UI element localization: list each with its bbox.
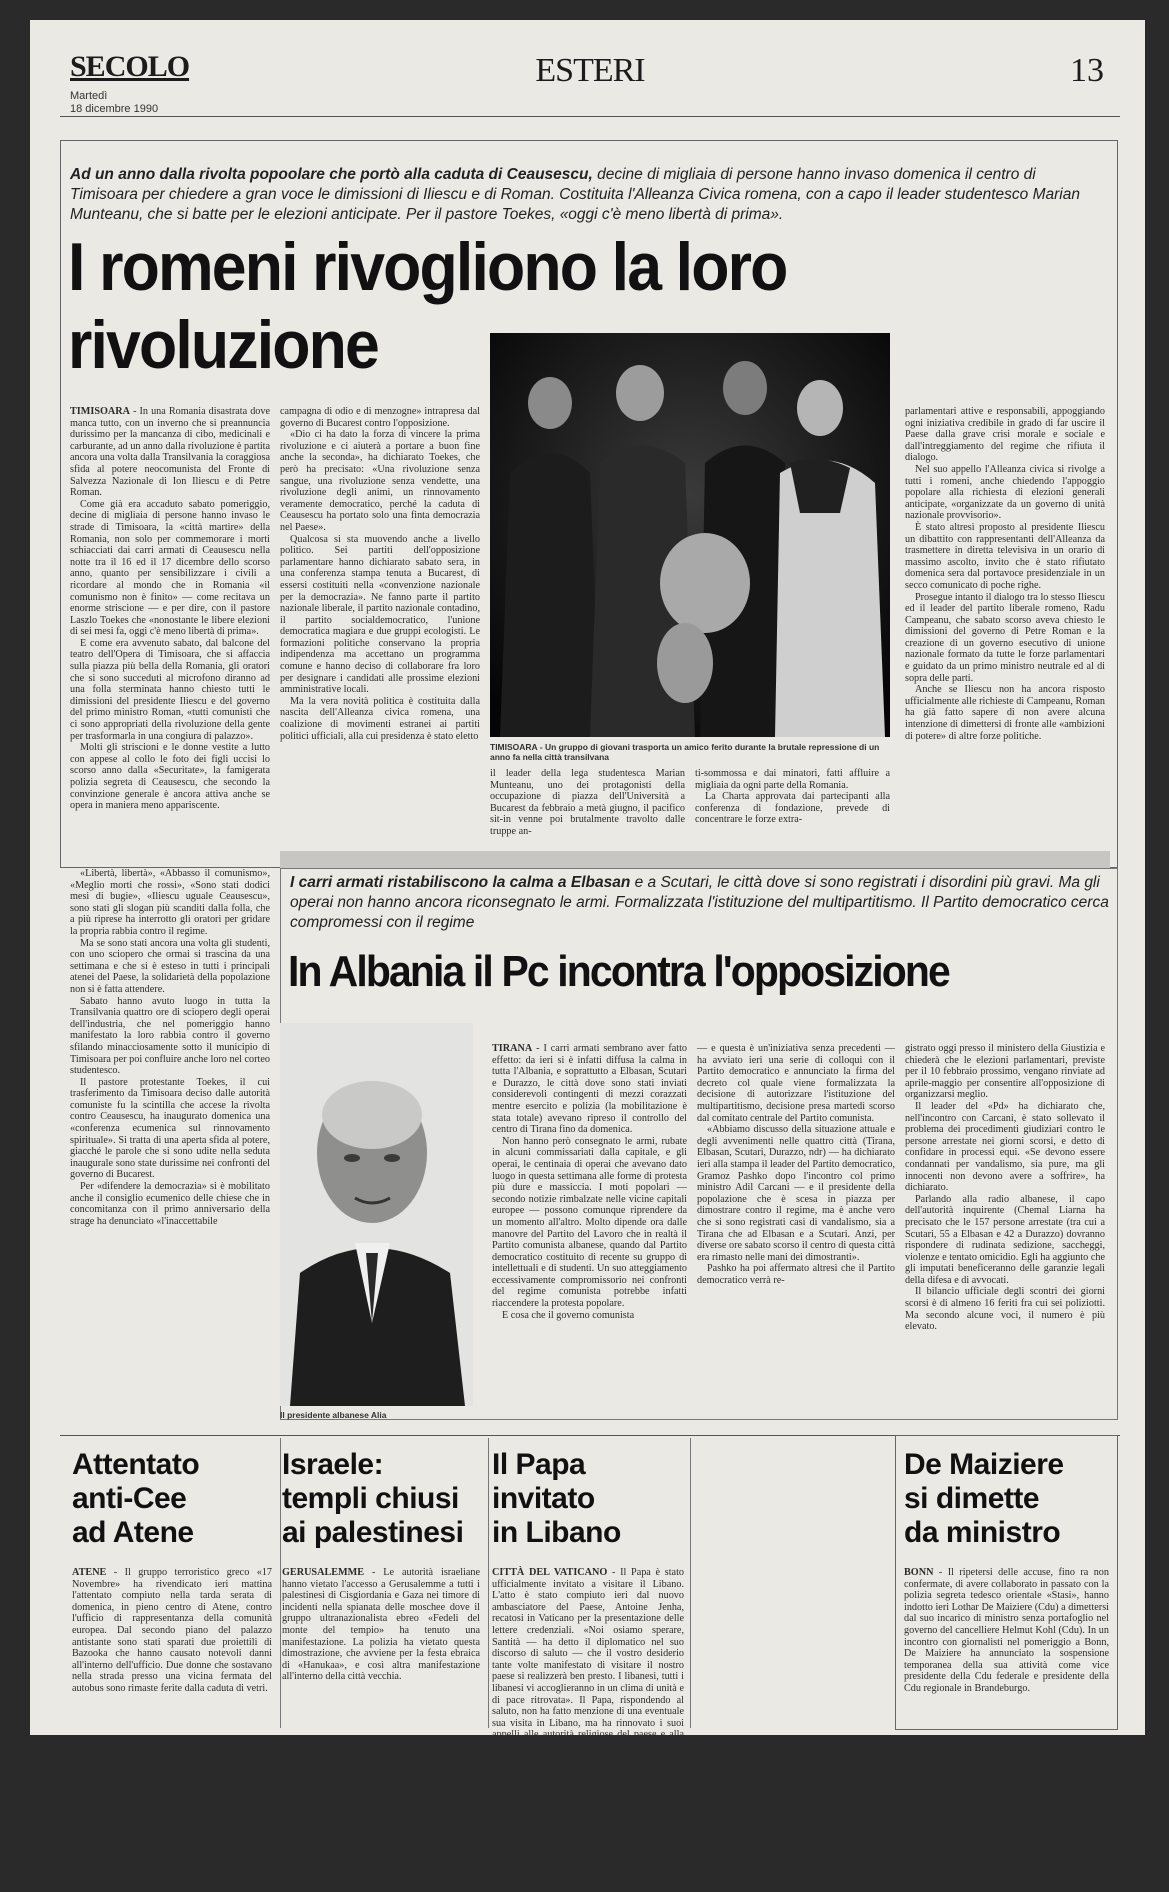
paragraph: Per «difendere la democrazia» si è mobilitato anche il consiglio ecumenico delle chiese che in concomitanza con il primo anniversario della strage ha denunciato «l'inaccettabile: [70, 1181, 270, 1227]
story2-column-1: [492, 1043, 687, 1423]
paragraph: parlamentari attive e responsabili, appoggiando ogni iniziativa credibile in grado di far uscire il Paese dalla grave crisi morale e sociale e dall'intreggiamento del regime che rifiuta il dialogo.: [905, 406, 1105, 464]
brief4-headline: [904, 1448, 1114, 1550]
story1-column-1-cont: [70, 868, 270, 1418]
headline-line: ai palestinesi: [282, 1516, 464, 1549]
story1-headline: I romeni rivogliono la loro rivoluzione: [68, 229, 787, 383]
paragraph: È stato altresì proposto al presidente Iliescu un dibattito con rappresentanti dell'Alleanza da trasmettere in diretta televisiva in un orario di massimo ascolto, invito che è stato rifiutato domenica sera dal portavoce presidenziale in un secco comunicato di poche righe.: [905, 521, 1105, 591]
paragraph: - Le autorità israeliane hanno vietato l'accesso a Gerusalemme a tutti i palestinesi di Cisgiordania e Gaza nei timore di incidenti nella spianata delle moschee dove il gruppo ultranazionalista ebreo «Fedeli del monte del tempio» ha tenuto una manifestazione. La polizia ha vietato questa dimostrazione, che avviene per la festa ebraica di «Hanukaa», e così altra manifestazione all'interno della città vecchia.: [282, 1567, 481, 1683]
paragraph: — e questa è un'iniziativa senza precedenti — ha avviato ieri una serie di colloqui con il Partito democratico e annunciato la firma del decreto col quale viene formalizzata la decisione di autorizzare l'istituzione del multipartitismo, decisione presa martedì scorso dal comitato centrale del Partito comunista.: [697, 1043, 895, 1124]
brief1-text: [72, 1567, 272, 1727]
story2-caption: Il presidente albanese Alia: [280, 1410, 387, 1420]
story2-column-2: [697, 1043, 895, 1423]
headline-line: ad Atene: [72, 1516, 194, 1549]
paragraph: E come era avvenuto sabato, dal balcone del teatro dell'Opera di Timisoara, che si affaccia sulla piazza più bella della Romania, gli oratori che si sono succeduti al microfono diranno ad una folla sterminata hanno chiesto tutti le dimissioni del presidente Iliescu e del governo del primo ministro Roman, «tutti comunisti che ci sono appropriati della rivoluzione della gente per trasformarla in una congiura di palazzo».: [70, 637, 270, 742]
paragraph: «Abbiamo discusso della situazione attuale e degli avvenimenti nelle quattro città (Tirana, Elbasan, Scutari, Durazzo, ndr) — ha dichiarato ieri alla stampa il leader del Partito democratico, Gramoz Pashko dopo l'incontro col primo ministro Adil Carcani — e il presidente della popolazione che è scesa in piazza per dimostrare contro il regime, ma è anche vero che si sono registrati casi di vandalismo, sia a Tirana che ad Elbasan e a Scutari. Anzi, per diverse ore sabato scorso il centro di questa città era rimasto nelle mani dei dimostranti».: [697, 1124, 896, 1263]
brief3-headline: [492, 1448, 687, 1550]
story1-kicker-bold: Ad un anno dalla rivolta popoolare che portò alla caduta di Ceausescu,: [70, 166, 593, 183]
headline-line: in Libano: [492, 1516, 621, 1549]
paragraph: - Il ripetersi delle accuse, fino ra non confermate, di avere collaborato in passato con la polizia segreta tedesco orientale «Stasi», hanno indotto ieri Lothar De Maiziere (Cdu) a dimettersi dal suo incarico di ministro senza portafoglio nel governo del cancelliere Helmut Kohl (Cdu). In un incontro con giornalisti nel pomeriggio a Bonn, De Maiziere ha annunciato la sospensione temporanea della sua attività come vice presidente della Cdu federale e presidente della Cdu regionale in Brandeburgo.: [904, 1567, 1109, 1694]
section-title: ESTERI: [535, 52, 645, 89]
issue-date: [70, 90, 158, 116]
brief1-dateline: ATENE: [72, 1567, 107, 1578]
paragraph: - I carri armati sembrano aver fatto effetto: da ieri si è infatti diffusa la calma in tutta l'Albania, e soprattutto a Elbasan, Scutari e Durazzo, le città dove sono stati inviati considerevoli contingenti di mezzi corazzati mentre esercito e polizia (la mobilitazione è stata totale) avevano ripreso il controllo del centro di Tirana fino da domenica.: [492, 1043, 687, 1136]
story2-kicker-text: e a Scutari, le città dove si sono registrati i disordini più gravi. Ma gli operai non hanno ancora riconsegnato le armi. Formalizzata l'istituzione del multipartitismo. Il Partito democratico cerca compromessi con il regime: [290, 874, 1109, 931]
paragraph: Non hanno però consegnato le armi, rubate in alcuni commissariati dalla capitale, e gli operai, le centinaia di operai che avevano dato luogo in questa settimana alle forme di protesta più dure e massiccia. I moti popolari — secondo notizie rimbalzate nelle vicine capitali europee — possono comunque riprendere da un momento all'altro. Molto dipende ora dalle manovre del Partito del Lavoro che in realtà il Partito comunista albanese, quando dal Partito democratico costituito di recente su gruppo di intellettuali e di studenti. Un suo atteggiamento eccessivamente compromissorio nei confronti del regime comunista potrebbe infatti riaccendere la protesta popolare.: [492, 1135, 687, 1310]
paragraph: Ma la vera novità politica è costituita dalla nascita dell'Alleanza civica romena, una coalizione di movimenti estranei ai partiti politici ufficiali, alla cui presidenza è stato eletto: [280, 695, 480, 742]
story1-column-1: [70, 406, 270, 846]
headline-line: Israele:: [282, 1448, 384, 1481]
paragraph: gistrato oggi presso il ministero della Giustizia e chiederà che le elezioni parlamentari, previste per il 10 febbraio prossimo, vengano rinviate ad aprile-maggio per consentire all'opposizione di organizzarsi meglio.: [905, 1043, 1105, 1101]
column-divider: [488, 1438, 489, 1728]
paragraph: Nel suo appello l'Alleanza civica si rivolge a tutti i romeni, anche chiedendo l'appoggio popolare alla richiesta di elezioni generali anticipate, «organizzate da un governo di unità nazionale provvisorio».: [905, 463, 1105, 522]
paragraph: - Il Papa è stato ufficialmente invitato a visitare il Libano. L'atto è stato compiuto ieri dal nuovo ambasciatore del Paese, Antoine Jenha, recatosi in Vaticano per la presentazione delle lettere credenziali. «Noi osiamo sperare, Santità — ha detto il diplomatico nel suo discorso di saluto — che il vostro desiderio tante volte manifestato di visitare il nostro paese si realizzerà ben presto. I libanesi, tutti i libanesi vi accoglieranno in un clima di unità e di pace ritrovata». Il Papa, rispondendo al saluto, non ha fatto menzione di una eventuale sua visita in Libano, ma ha rinnovato i suoi appelli alle autorità religiose del paese e alla comunità internazionale perché consentano al paese di avere una vita normale e «pacificata». «Conviene sottolineare — ha aggiunto — che la salvezza del Libano e il suo ritorno ad un'esistenza normale non potranno essere ottenuti senza il concorso di altri paesi della regione che debbono evitare ogni nuovo motivo di confronto e, in particolare, permettere al libanesi di superare e di rifiutare la logica della scontro per creare insieme le condizioni di una vita nazionale fondata sul diritto e sulle aspirazioni legittime di ognuno dei gruppi che compongono la nazione».: [492, 1567, 685, 1892]
story1-dateline: TIMISOARA: [70, 406, 131, 417]
story1-column-4: [695, 768, 890, 846]
story2-kicker-bold: I carri armati ristabiliscono la calma a Elbasan: [290, 874, 631, 891]
paragraph: Come già era accaduto sabato pomeriggio, decine di migliaia di persone hanno invaso le strade di Timisoara, la «città martire» della Romania, non solo per commemorare i morti schiacciati dai carri armati di Ceausescu nella notte tra il 16 ed il 17 dicembre dello scorso anno, quanto per sensibilizzare i civili a ricordare al mondo che in Romania «il comunismo non è finito» — come recitava un enorme striscione — e per dire, con il pastore Laszlo Toekes che «nonostante le libere elezioni di sei mesi fa, oggi c'è meno libertà di prima».: [70, 498, 270, 638]
story1-caption: [490, 742, 890, 762]
paragraph: Pashko ha poi affermato altresì che il Partito democratico verrà re-: [697, 1263, 895, 1286]
headline-line: invitato: [492, 1482, 595, 1515]
story1-column-3: [490, 768, 685, 846]
brief2-dateline: GERUSALEMME: [282, 1567, 365, 1578]
paragraph: «Dio ci ha dato la forza di vincere la prima rivoluzione e ci aiuterà a portare a buon fine anche la seconda», ha dichiarato Toekes, che però ha precisato: «Una rivoluzione senza sangue, una rivoluzione senza vendette, una rivoluzione degli animi, un rinnovamento veramente democratico, perché la caduta di Ceausescu ha portato solo una finta democrazia nel Paese».: [280, 429, 480, 533]
brief3-text-part1: [492, 1567, 685, 1892]
story2-photo: [280, 1023, 473, 1406]
paragraph: Il pastore protestante Toekes, il cui trasferimento da Timisoara deciso dalle autorità comuniste fu la scintilla che accese la rivolta contro Ceausescu, ha inaugurato domenica una «conferenza ecumenica sul rinnovamento spirituale». Si tratta di una aperta sfida al potere, giacché le parole che si sono udite nella seduta inaugurale sono state durissime nei confronti del governo di Bucarest.: [70, 1076, 270, 1181]
brief4-dateline: BONN: [904, 1567, 934, 1578]
paragraph: Molti gli striscioni e le donne vestite a lutto con appese al collo le foto dei figli uccisi lo scorso anno dalla «Securitate», la famigerata polizia segreta di Ceausescu, che secondo la convinzione generale è ancora attiva anche se opera in maniera meno appariscente.: [70, 742, 270, 812]
headline-line: templi chiusi: [282, 1482, 459, 1515]
date: 18 dicembre 1990: [70, 103, 159, 115]
newspaper-page: [30, 20, 1145, 1892]
story1-kicker: [70, 165, 1080, 225]
paragraph: - Il gruppo terroristico greco «17 Novembre» ha rivendicato ieri mattina l'attentato compiuto nella tarda serata di domenica, in pieno centro di Atene, contro l'ufficio di rappresentanza della comunità europea. Dal secondo piano del palazzo antistante sono stati sparati due proiettili di Bazooka che hanno causato notevoli danni all'interno dell'ufficio. Due donne che sostavano nella strada presso una vicina fermata del autobus sono rimaste ferite dalla caduta di vetri.: [72, 1567, 273, 1694]
story1-column-2: [280, 406, 480, 846]
crowd-photo-illustration: [490, 333, 890, 737]
story1-photo: [490, 333, 890, 737]
story1-kicker-text: decine di migliaia di persone hanno invaso domenica il centro di Timisoara per chiedere a gran voce le dimissioni di Iliescu e di Roman. Costituita l'Alleanza Civica romena, con a capo il leader studentesco Marian Munteanu, che si batte per le elezioni anticipate. Per il pastore Toekes, «oggi c'è meno libertà di prima».: [70, 166, 1080, 223]
headline-line: da ministro: [904, 1516, 1061, 1549]
paragraph: Il bilancio ufficiale degli scontri dei giorni scorsi è di almeno 16 feriti fra cui sei poliziotti. Ma secondo alcune voci, il numero è più elevato.: [905, 1286, 1105, 1333]
headline-line: Attentato: [72, 1448, 200, 1481]
paragraph: ti-sommossa e dai minatori, fatti affluire a migliaia da ogni parte della Romania.: [695, 768, 890, 791]
headline-line: si dimette: [904, 1482, 1040, 1515]
story2-column-3: [905, 1043, 1105, 1423]
page-number: 13: [1070, 52, 1104, 89]
paragraph: Ma se sono stati ancora una volta gli studenti, con uno sciopero che ormai si trascina da una settimana e che si è esteso in tutti i principali atenei del Paese, la solidarietà della popolazione non si è fatta attendere.: [70, 937, 270, 995]
paragraph: Prosegue intanto il dialogo tra lo stesso Iliescu ed il leader del partito liberale romeno, Radu Campeanu, che sabato scorso aveva chiesto le dimissioni del governo di Petre Roman e la creazione di un governo esecutivo di unione nazionale formato da tutte le forze parlamentari e guidato da un primo ministro neutrale ed al di sopra delle parti.: [905, 591, 1105, 684]
weekday: Martedì: [70, 90, 108, 102]
headline-line: De Maiziere: [904, 1448, 1064, 1481]
paragraph: Sabato hanno avuto luogo in tutta la Transilvania quattro ore di sciopero degli operai dell'industria, che nel pomeriggio hanno manifestato la loro rabbia contro il governo sfilando minacciosamente sotto il municipio di Timisoara per poi confluire anche loro nel corteo studentesco.: [70, 995, 270, 1077]
paragraph: La Charta approvata dai partecipanti alla conferenza di fondazione, prevede di concentrare le forze extra-: [695, 791, 890, 826]
paragraph: Il leader del «Pd» ha dichiarato che, nell'incontro con Carcani, è stato sollevato il problema dei procedimenti giudiziari contro le persone arrestate nei giorni scorsi, e detto di confidare in processi equi. «Se devono essere condannati per vandalismo, sia pure, ma gli innocenti non devono avere a soffrire», ha dichiarato.: [905, 1100, 1105, 1194]
brief2-text: [282, 1567, 480, 1727]
paragraph: E cosa che il governo comunista: [502, 1309, 635, 1321]
brief2-headline: [282, 1448, 487, 1550]
brief1-headline: [72, 1448, 272, 1550]
brief4-text: [904, 1567, 1109, 1725]
paragraph: - In una Romania disastrata dove manca tutto, con un inverno che si preannuncia durissimo per la mancanza di cibo, medicinali e carburante, ad un anno dalla rivoluzione è partita ancora una volta dalla Transilvania la coraggiosa sfida al potere neocomunista del Fronte di Salvezza Nazionale di Ion Iliescu e di Petre Roman.: [70, 406, 270, 499]
caption-text: - Un gruppo di giovani trasporta un amico ferito durante la brutale repressione di un anno fa nella città transilvana: [490, 742, 880, 762]
paragraph: campagna di odio e di menzogne» intrapresa dal governo di Bucarest contro l'opposizione.: [280, 406, 480, 429]
masthead-logo: SECOLO: [70, 50, 190, 83]
portrait-photo-illustration: [280, 1023, 473, 1406]
story1-column-5: [905, 406, 1105, 846]
paragraph: Anche se Iliescu non ha ancora risposto ufficialmente alle richieste di Campeanu, Roman ha già fatto sapere di non avere alcuna intenzione di dimettersi di fronte alle «ambizioni di potere» di altre forze politiche.: [905, 684, 1105, 742]
paragraph: Parlando alla radio albanese, il capo dell'autorità inquirente (Chemal Liarna ha precisato che le 157 persone arrestate (tra cui a Scutari, 55 a Elbasan e 42 a Durazzo) dovranno rispondere di rudinata sedizione, saccheggi, violenze e tentato omicidio. Egli ha aggiunto che gli imputati beneficeranno delle garanzie legali della difesa e di avvocati.: [905, 1193, 1105, 1286]
story2-headline: In Albania il Pc incontra l'opposizione: [288, 947, 949, 996]
paragraph: «Libertà, libertà», «Abbasso il comunismo», «Meglio morti che rossi», «Sono stati dodici mesi di bugie», «Iliescu uguale Ceausescu», sono stati gli slogan più scanditi dalla folla, che a più riprese ha interrotto gli oratori per gridare la propria rabbia contro il regime.: [70, 868, 270, 937]
brief3-dateline: CITTÀ DEL VATICANO: [492, 1567, 608, 1578]
separator-band: [280, 851, 1110, 868]
story2-kicker: [290, 873, 1110, 933]
paragraph: il leader della lega studentesca Marian Munteanu, uno dei protagonisti della occupazione di piazza dell'Università a Bucarest da febbraio a metà giugno, il pacifico sit-in venne poi brutalmente travolto dalle truppe an-: [490, 768, 685, 837]
paragraph: Qualcosa si sta muovendo anche a livello politico. Sei partiti dell'opposizione parlamentare hanno dichiarato sabato sera, in una conferenza stampa tenuta a Bucarest, di essersi costituiti nella «convenzione nazionale per la democrazia». Ne fanno parte il partito nazionale liberale, il partito nazionale contadino, il partito socialdemocratico, l'unione democratica magiara e due gruppi ecologisti. Le formazioni politiche conservano la propria indipendenza ma accettano un programma comune e hanno deciso di collaborare fra loro per designare i candidati alle prossime elezioni amministrative locali.: [280, 533, 480, 696]
headline-line: Il Papa: [492, 1448, 586, 1481]
top-rule: [60, 116, 1120, 117]
caption-place: TIMISOARA: [490, 742, 538, 752]
column-divider: [690, 1438, 691, 1728]
headline-line: anti-Cee: [72, 1482, 187, 1515]
column-divider: [280, 1438, 281, 1728]
story2-dateline: TIRANA: [492, 1043, 533, 1054]
